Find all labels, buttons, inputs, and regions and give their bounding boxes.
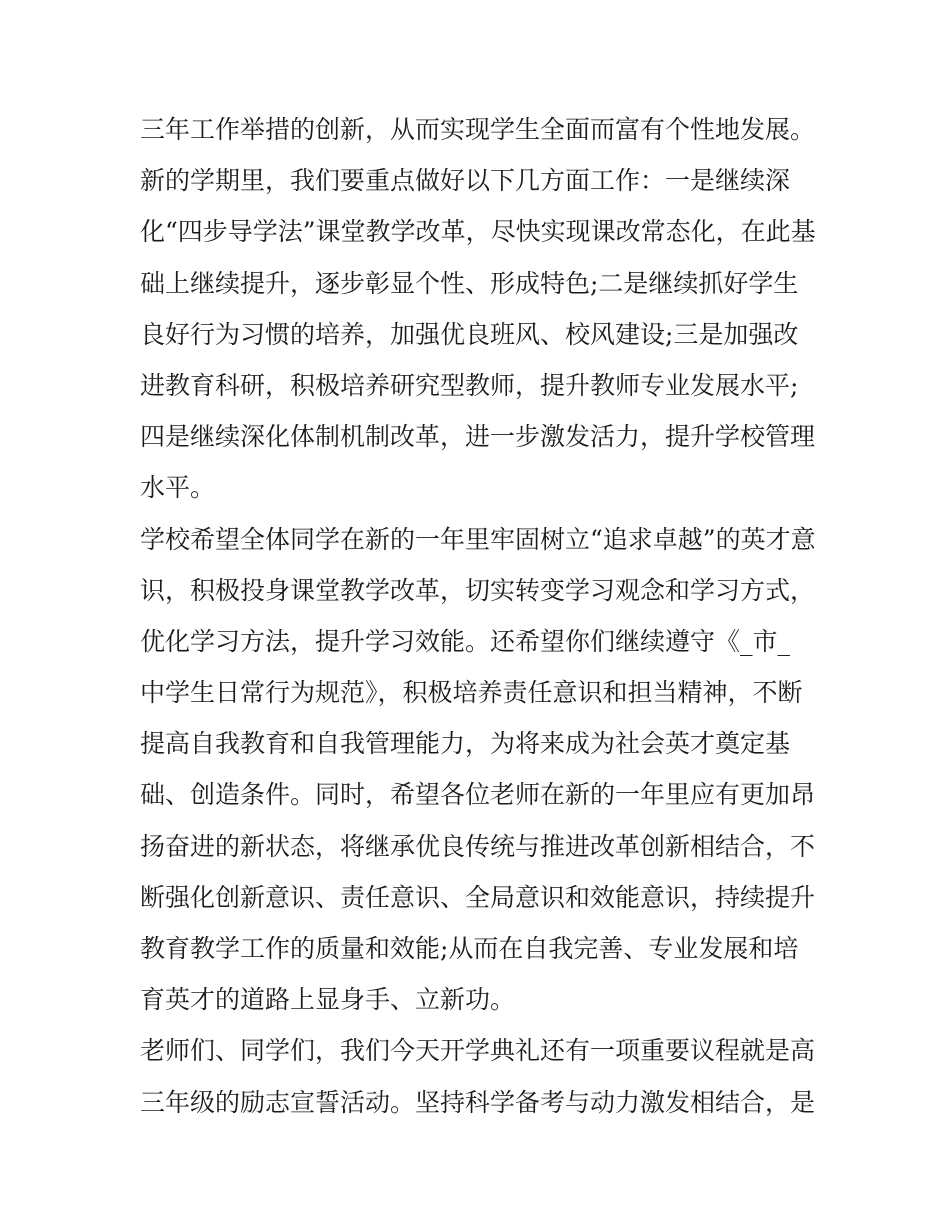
text-line: 三年级的励志宣誓活动。坚持科学备考与动力激发相结合，是 <box>140 1087 816 1117</box>
text-line: 优化学习方法，提升学习效能。还希望你们继续遵守《_市_ <box>140 626 791 656</box>
text-line: 学校希望全体同学在新的一年里牢固树立“追求卓越”的英才意 <box>140 524 816 554</box>
text-line: 教育教学工作的质量和效能;从而在自我完善、专业发展和培 <box>140 934 799 963</box>
text-line: 识，积极投身课堂教学改革，切实转变学习观念和学习方式， <box>140 575 816 605</box>
text-line: 扬奋进的新状态，将继承优良传统与推进改革创新相结合，不 <box>140 831 816 861</box>
text-line: 断强化创新意识、责任意识、全局意识和效能意识，持续提升 <box>140 882 816 912</box>
text-line: 进教育科研，积极培养研究型教师，提升教师专业发展水平; <box>140 370 799 400</box>
text-line: 良好行为习惯的培养，加强优良班风、校风建设;三是加强改 <box>140 319 799 349</box>
text-line: 新的学期里，我们要重点做好以下几方面工作：一是继续深 <box>140 166 791 196</box>
text-line: 中学生日常行为规范》，积极培养责任意识和担当精神，不断 <box>140 678 803 708</box>
text-line: 化“四步导学法”课堂教学改革，尽快实现课改常态化，在此基 <box>140 217 816 247</box>
text-line: 育英才的道路上显身手、立新功。 <box>140 985 516 1015</box>
document-body <box>140 104 820 1128</box>
text-line: 水平。 <box>140 473 216 503</box>
text-line: 础、创造条件。同时，希望各位老师在新的一年里应有更加昂 <box>140 780 816 810</box>
text-line: 提高自我教育和自我管理能力，为将来成为社会英才奠定基 <box>140 729 791 759</box>
text-line: 四是继续深化体制机制改革，进一步激发活力，提升学校管理 <box>140 422 816 452</box>
text-line: 老师们、同学们，我们今天开学典礼还有一项重要议程就是高 <box>140 1036 816 1066</box>
text-line: 三年工作举措的创新，从而实现学生全面而富有个性地发展。 <box>140 115 816 144</box>
text-line: 础上继续提升，逐步彰显个性、形成特色;二是继续抓好学生 <box>140 268 799 298</box>
